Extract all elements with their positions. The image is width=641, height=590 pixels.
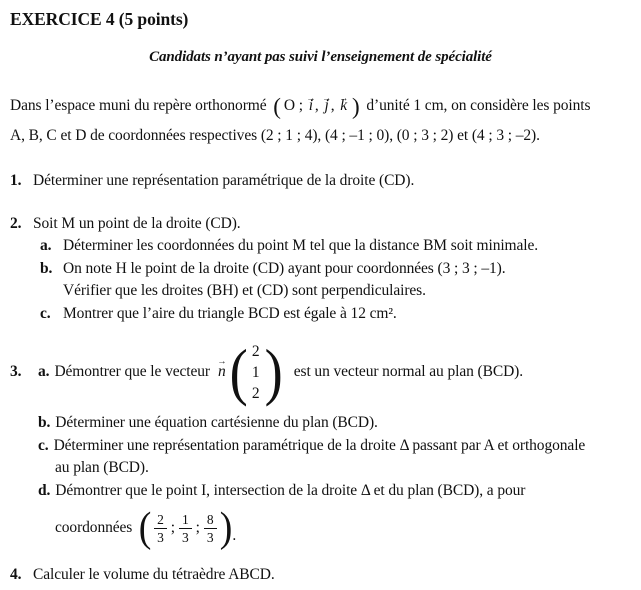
intro-line-1	[10, 91, 631, 121]
question-3c-continuation: au plan (BCD).	[55, 459, 149, 476]
question-3c-label: c.	[38, 436, 49, 454]
question-2c-label: c.	[40, 304, 51, 322]
fraction-z-denominator: 3	[206, 529, 214, 545]
point-i-coordinates	[55, 506, 631, 550]
column-vector-close-paren: )	[264, 336, 283, 407]
question-2b-label: b.	[40, 259, 53, 277]
vector-i: → i	[307, 91, 315, 120]
fraction-x-denominator: 3	[157, 529, 164, 545]
column-vector-components	[249, 341, 263, 404]
question-3-number: 3.	[10, 363, 22, 380]
vector-j: → j	[322, 91, 330, 120]
coordinates-separator-2: ;	[195, 519, 200, 536]
question-2-number: 2.	[10, 215, 22, 232]
fraction-y-numerator: 1	[179, 512, 192, 529]
question-3d-text: Démontrer que le point I, intersection de la droite Δ et du plan (BCD), a pour	[55, 481, 526, 499]
coordinates-separator-1: ;	[170, 519, 175, 536]
question-2	[10, 213, 631, 325]
question-3a	[10, 337, 631, 407]
fraction-y	[179, 512, 192, 545]
exercise-title: EXERCICE 4 (5 points)	[10, 9, 189, 29]
question-1-text: Déterminer une représentation paramétrique de la droite (CD).	[33, 172, 415, 189]
intro-text-after-frame: d’unité 1 cm, on considère les points	[366, 97, 591, 114]
question-4-text: Calculer le volume du tétraèdre ABCD.	[33, 566, 275, 583]
question-3a-text-after: est un vecteur normal au plan (BCD).	[293, 363, 523, 380]
exercise-subtitle: Candidats n’ayant pas suivi l’enseignement de spécialité	[149, 49, 492, 65]
fraction-z-numerator: 8	[204, 512, 217, 529]
column-vector-open-paren: (	[229, 336, 248, 407]
question-3c	[38, 435, 631, 458]
vector-n: → n	[216, 363, 228, 381]
intro-line-2: A, B, C et D de coordonnées respectives (2 ; 1 ; 4), (4 ; –1 ; 0), (0 ; 3 ; 2) et (4 ; 3 ; –2).	[10, 127, 540, 144]
fraction-y-denominator: 3	[182, 529, 189, 545]
question-1	[10, 172, 631, 190]
sentence-period: .	[232, 527, 237, 544]
coordinates-close-paren: )	[219, 505, 232, 551]
frame-open-paren: (	[273, 94, 281, 119]
normal-vector-column	[228, 336, 284, 407]
component-y: 1	[251, 363, 260, 381]
component-x: 2	[251, 342, 260, 360]
question-2b	[40, 258, 631, 281]
question-3b	[38, 412, 631, 435]
question-2c-text: Montrer que l’aire du triangle BCD est égale à 12 cm².	[63, 304, 397, 322]
frame-separator-2: ,	[330, 97, 335, 114]
question-3b-label: b.	[38, 414, 51, 431]
question-4-number: 4.	[10, 566, 22, 583]
question-2-text: Soit M un point de la droite (CD).	[33, 215, 241, 232]
fraction-z	[204, 512, 217, 545]
question-3d-label: d.	[38, 481, 51, 499]
vector-k: → k	[338, 91, 349, 120]
frame-origin: O ;	[283, 97, 303, 114]
question-2-main	[10, 213, 631, 235]
question-2b-continuation: Vérifier que les droites (BH) et (CD) sont perpendiculaires.	[63, 282, 426, 299]
fraction-x	[154, 512, 167, 545]
question-3b-text: Déterminer une équation cartésienne du plan (BCD).	[55, 414, 378, 431]
component-z: 2	[251, 384, 260, 402]
question-2b-text: On note H le point de la droite (CD) ayant pour coordonnées (3 ; 3 ; –1).	[63, 259, 506, 277]
question-1-number: 1.	[10, 172, 22, 189]
question-3a-label: a.	[38, 363, 50, 380]
question-3c-text: Déterminer une représentation paramétrique de la droite Δ passant par A et orthogonale	[53, 436, 586, 454]
question-3a-text-before: Démontrer que le vecteur	[54, 363, 210, 380]
question-2a-text: Déterminer les coordonnées du point M tel que la distance BM soit minimale.	[63, 237, 539, 254]
frame-separator-1: ,	[314, 97, 319, 114]
question-3d	[38, 480, 631, 503]
frame-close-paren: )	[352, 94, 360, 119]
coordinates-word: coordonnées	[55, 519, 133, 536]
question-4	[10, 566, 631, 584]
coordinates-open-paren: (	[138, 505, 152, 551]
intro-text-before-frame: Dans l’espace muni du repère orthonormé	[10, 97, 267, 114]
fraction-x-numerator: 2	[154, 512, 167, 529]
question-2a-label: a.	[40, 237, 52, 254]
question-2a	[40, 235, 631, 258]
question-2c	[40, 303, 631, 326]
intro-paragraph	[10, 91, 631, 150]
